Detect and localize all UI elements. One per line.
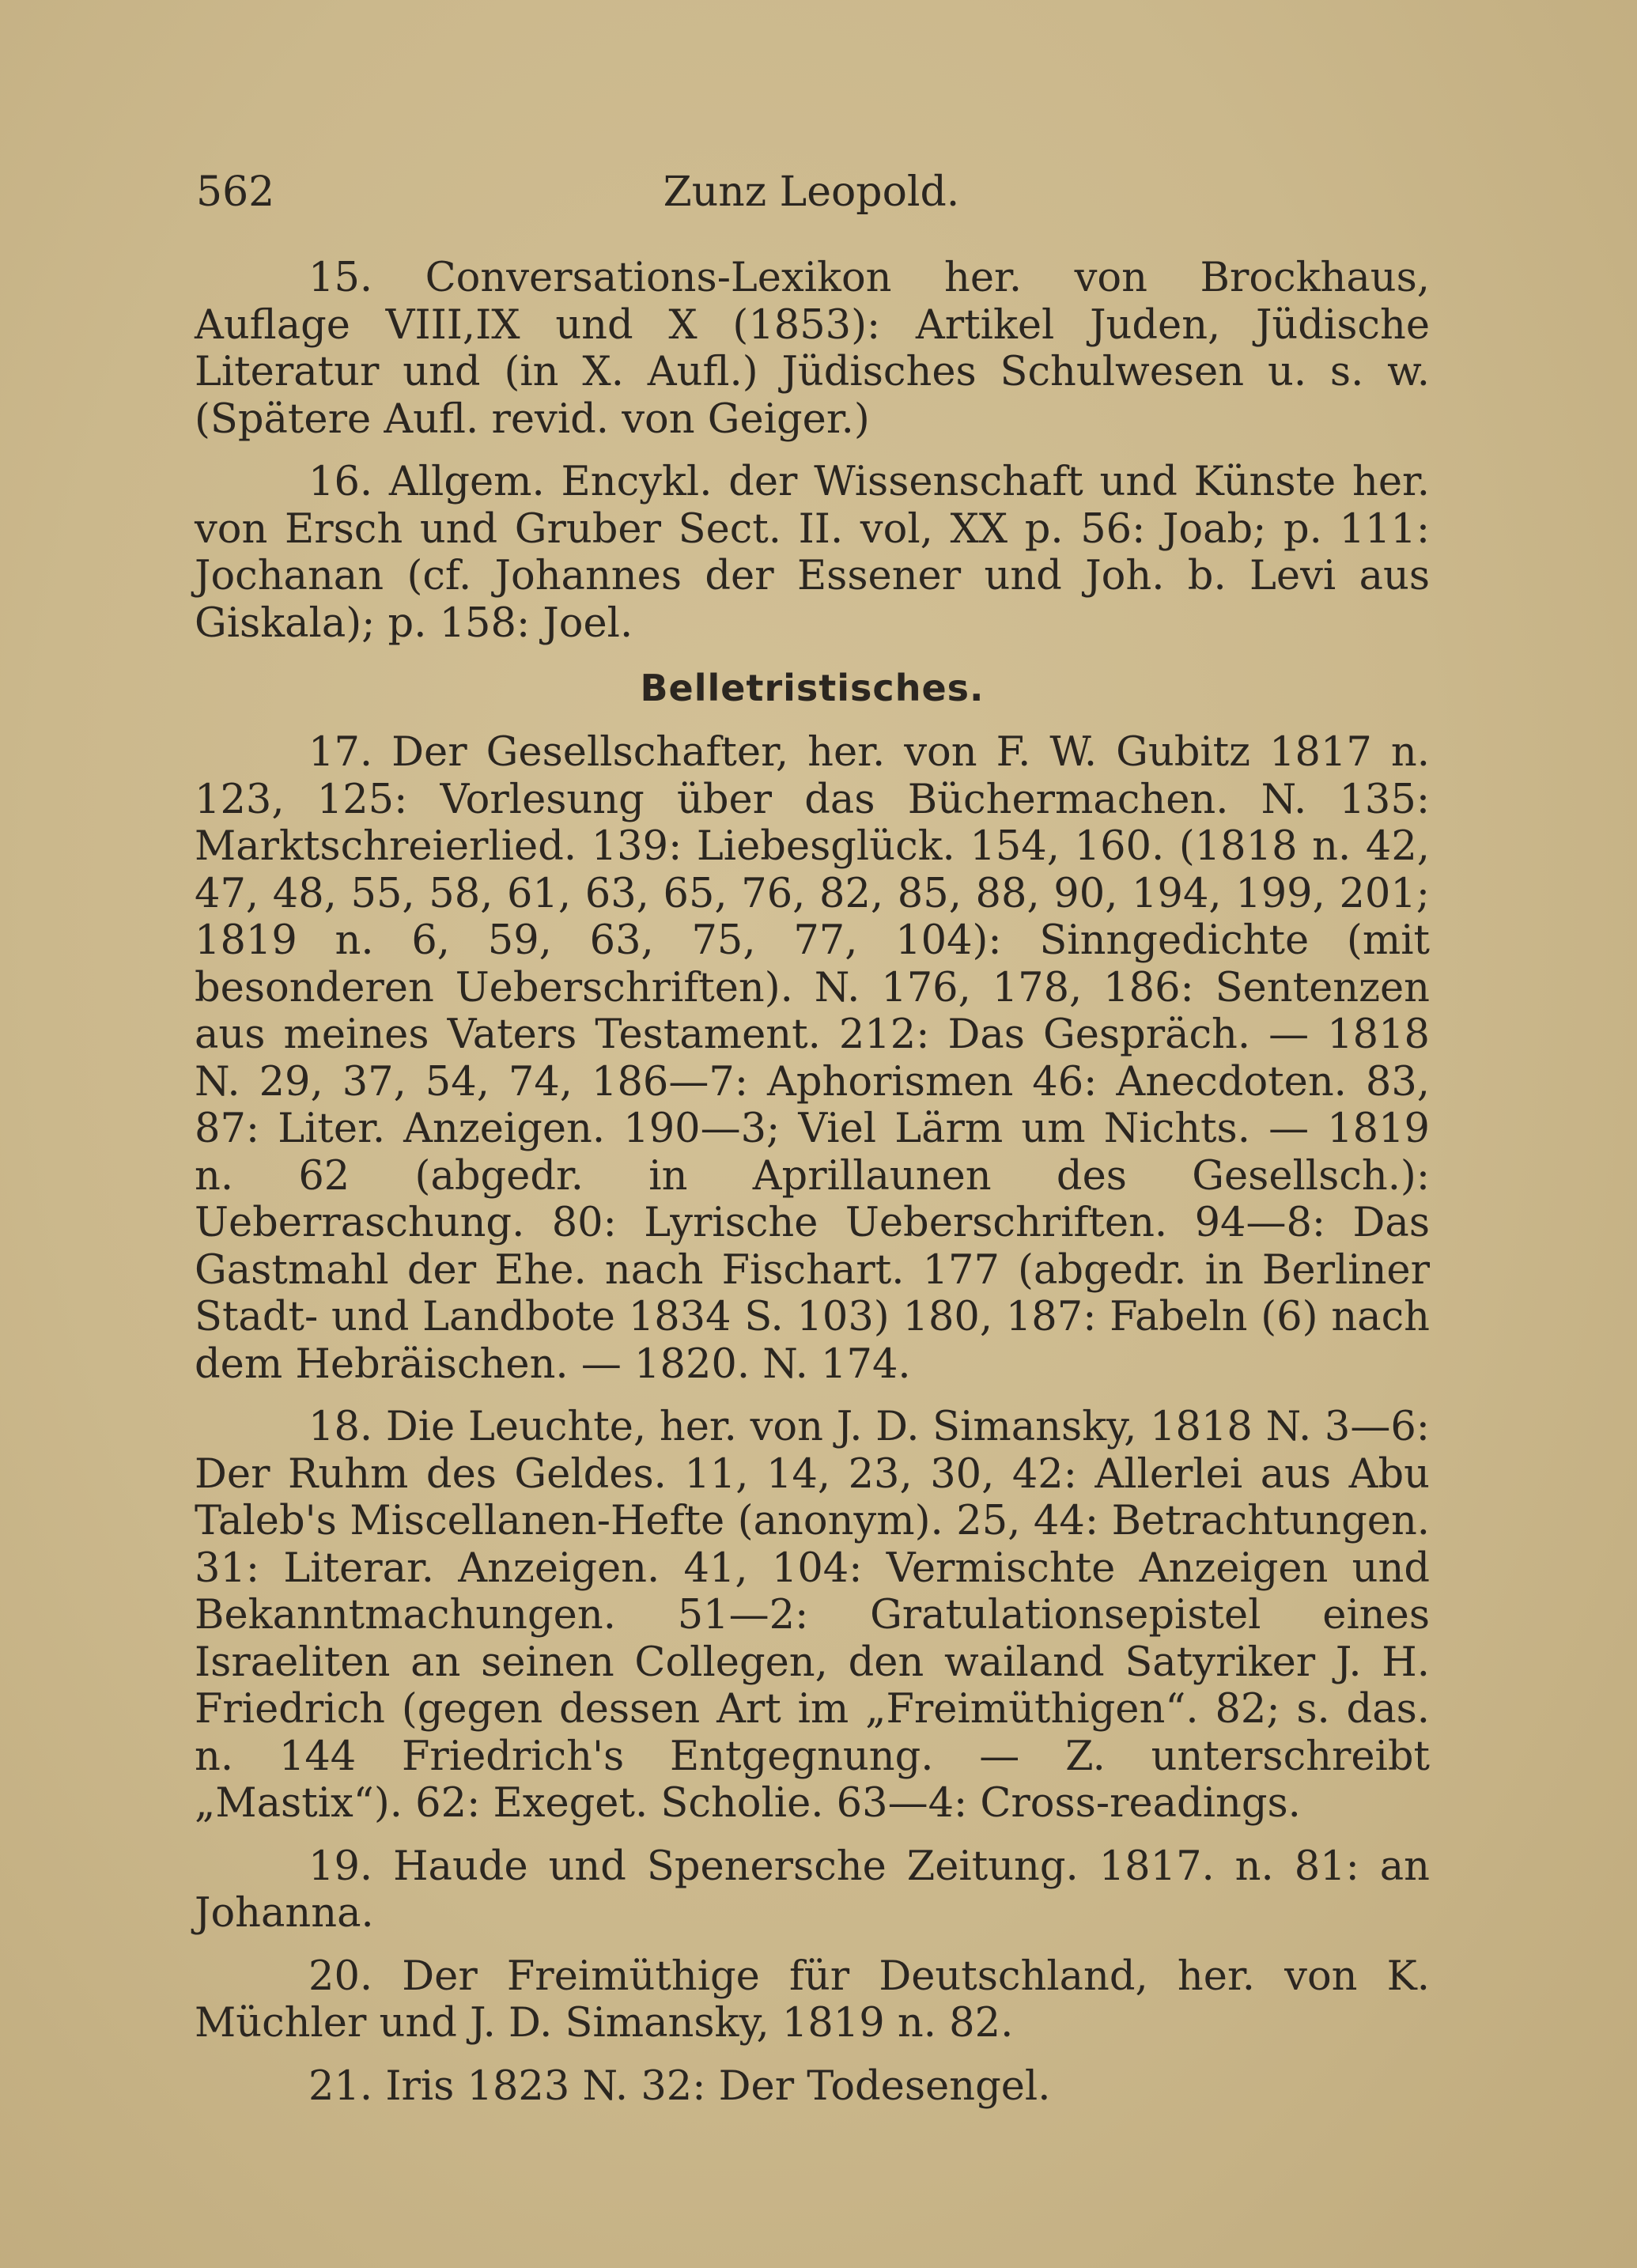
page-body xyxy=(195,255,1430,2126)
bibliography-entry-19: 19. Haude und Spenersche Zeitung. 1817. n. 81: an Johanna. xyxy=(195,1843,1430,1937)
bibliography-entry-16: 16. Allgem. Encykl. der Wissenschaft und Künste her. von Ersch und Gruber Sect. II. vol, XX p. 56: Joab; p. 111: Jochanan (cf. Johannes der Essener und Joh. b. Levi aus Giskala); p. 158: Joel. xyxy=(195,459,1430,647)
page-number: 562 xyxy=(196,168,275,216)
bibliography-entry-20: 20. Der Freimüthige für Deutschland, her. von K. Müchler und J. D. Simansky, 1819 n. 82. xyxy=(195,1952,1430,2047)
bibliography-entry-18: 18. Die Leuchte, her. von J. D. Simansky, 1818 N. 3—6: Der Ruhm des Geldes. 11, 14, 23, 30, 42: Allerlei aus Abu Taleb's Miscellanen-Hefte (anonym). 25, 44: Betrachtungen. 31: Literar. Anzeigen. 41, 104: Vermischte Anzeigen und Bekanntmachungen. 51—2: Gratulationsepistel eines Israeliten an seinen Collegen, den wailand Satyriker J. H. Friedrich (gegen dessen Art im „Freimüthigen“. 82; s. das. n. 144 Friedrich's Entgegnung. — Z. unterschreibt „Mastix“). 62: Exeget. Scholie. 63—4: Cross-readings. xyxy=(195,1404,1430,1827)
running-title: Zunz Leopold. xyxy=(663,168,960,216)
section-heading: Belletristisches. xyxy=(640,667,985,709)
bibliography-entry-17: 17. Der Gesellschafter, her. von F. W. Gubitz 1817 n. 123, 125: Vorlesung über das Büchermachen. N. 135: Marktschreierlied. 139: Liebesglück. 154, 160. (1818 n. 42, 47, 48, 55, 58, 61, 63, 65, 76, 82, 85, 88, 90, 194, 199, 201; 1819 n. 6, 59, 63, 75, 77, 104): Sinngedichte (mit besonderen Ueberschriften). N. 176, 178, 186: Sentenzen aus meines Vaters Testament. 212: Das Gespräch. — 1818 N. 29, 37, 54, 74, 186—7: Aphorismen 46: Anecdoten. 83, 87: Liter. Anzeigen. 190—3; Viel Lärm um Nichts. — 1819 n. 62 (abgedr. in Aprillaunen des Gesellsch.): Ueberraschung. 80: Lyrische Ueberschriften. 94—8: Das Gastmahl der Ehe. nach Fischart. 177 (abgedr. in Berliner Stadt- und Landbote 1834 S. 103) 180, 187: Fabeln (6) nach dem Hebräischen. — 1820. N. 174. xyxy=(195,729,1430,1388)
bibliography-entry-21: 21. Iris 1823 N. 32: Der Todesengel. xyxy=(308,2062,1051,2110)
page-header xyxy=(196,164,1427,220)
bibliography-entry-15: 15. Conversations-Lexikon her. von Brockhaus, Auflage VIII,IX und X (1853): Artikel Juden, Jüdische Literatur und (in X. Aufl.) Jüdisches Schulwesen u. s. w. (Spätere Aufl. revid. von Geiger.) xyxy=(195,255,1430,443)
